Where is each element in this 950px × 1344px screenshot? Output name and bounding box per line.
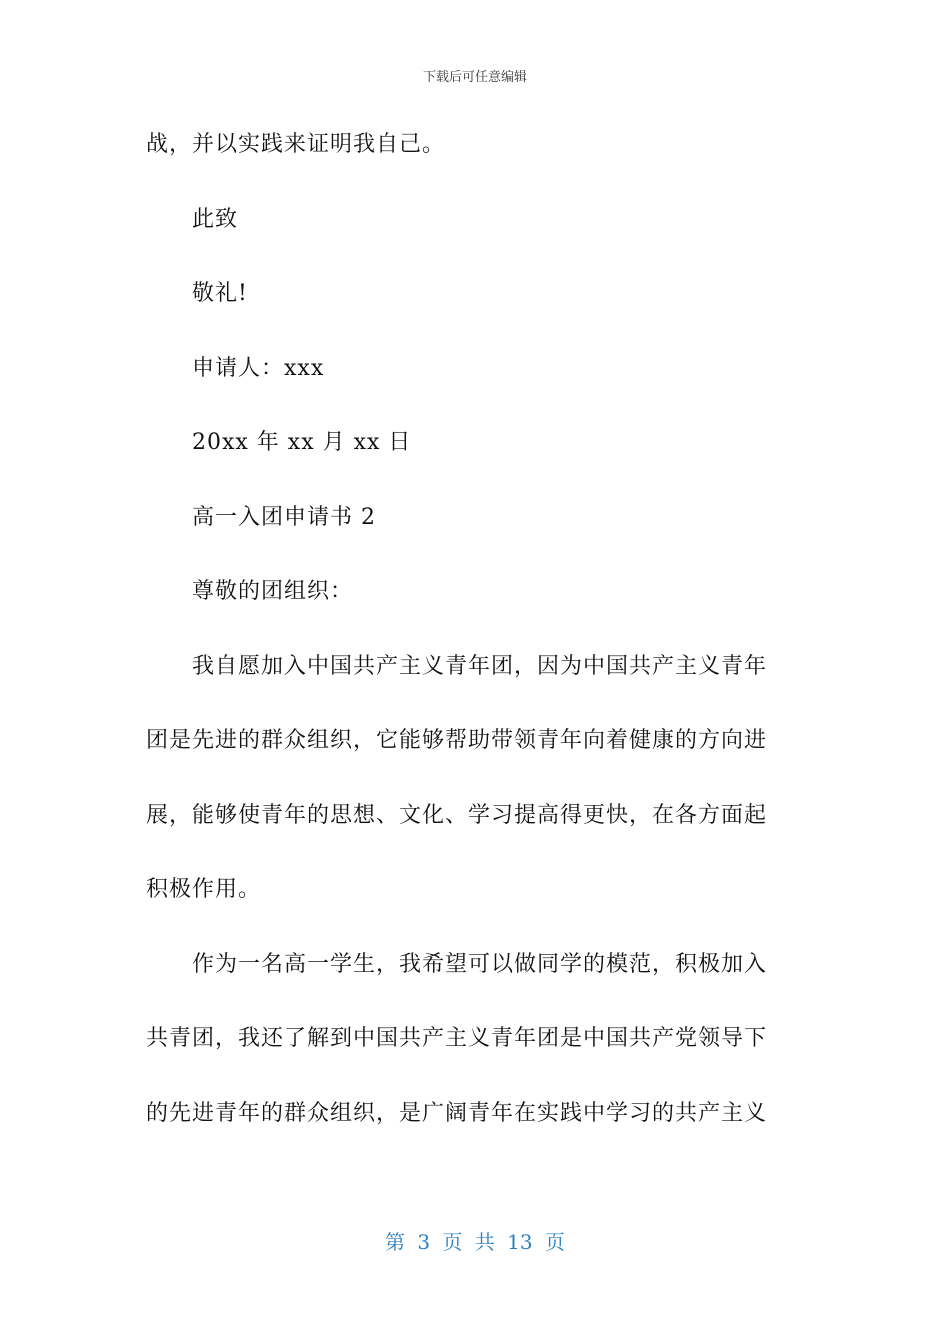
paragraph-line: 展，能够使青年的思想、文化、学习提高得更快，在各方面起: [146, 802, 768, 828]
paragraph-line: 我自愿加入中国共产主义青年团，因为中国共产主义青年: [192, 653, 768, 679]
paragraph-line: 团是先进的群众组织，它能够帮助带领青年向着健康的方向进: [146, 728, 768, 753]
document-body: [146, 125, 796, 1168]
page-number: 第 3 页 共 13 页: [385, 1230, 565, 1254]
letter-date: 20xx 年 xx 月 xx 日: [192, 430, 412, 455]
paragraph-continuation: 战，并以实践来证明我自己。: [146, 132, 446, 157]
closing-regards: 敬礼!: [192, 281, 248, 306]
letter-greeting: 尊敬的团组织：: [192, 579, 354, 604]
closing-salutation: 此致: [192, 206, 239, 232]
paragraph-line: 共青团，我还了解到中国共产主义青年团是中国共产党领导下: [146, 1026, 768, 1051]
page-header: 下载后可任意编辑: [422, 70, 527, 85]
paragraph-line: 作为一名高一学生，我希望可以做同学的模范，积极加入: [192, 951, 768, 977]
section-title: 高一入团申请书 2: [192, 504, 376, 530]
paragraph-line: 积极作用。: [146, 877, 262, 902]
paragraph-line: 的先进青年的群众组织，是广阔青年在实践中学习的共产主义: [146, 1100, 768, 1126]
applicant-signature: 申请人：xxx: [192, 355, 325, 381]
